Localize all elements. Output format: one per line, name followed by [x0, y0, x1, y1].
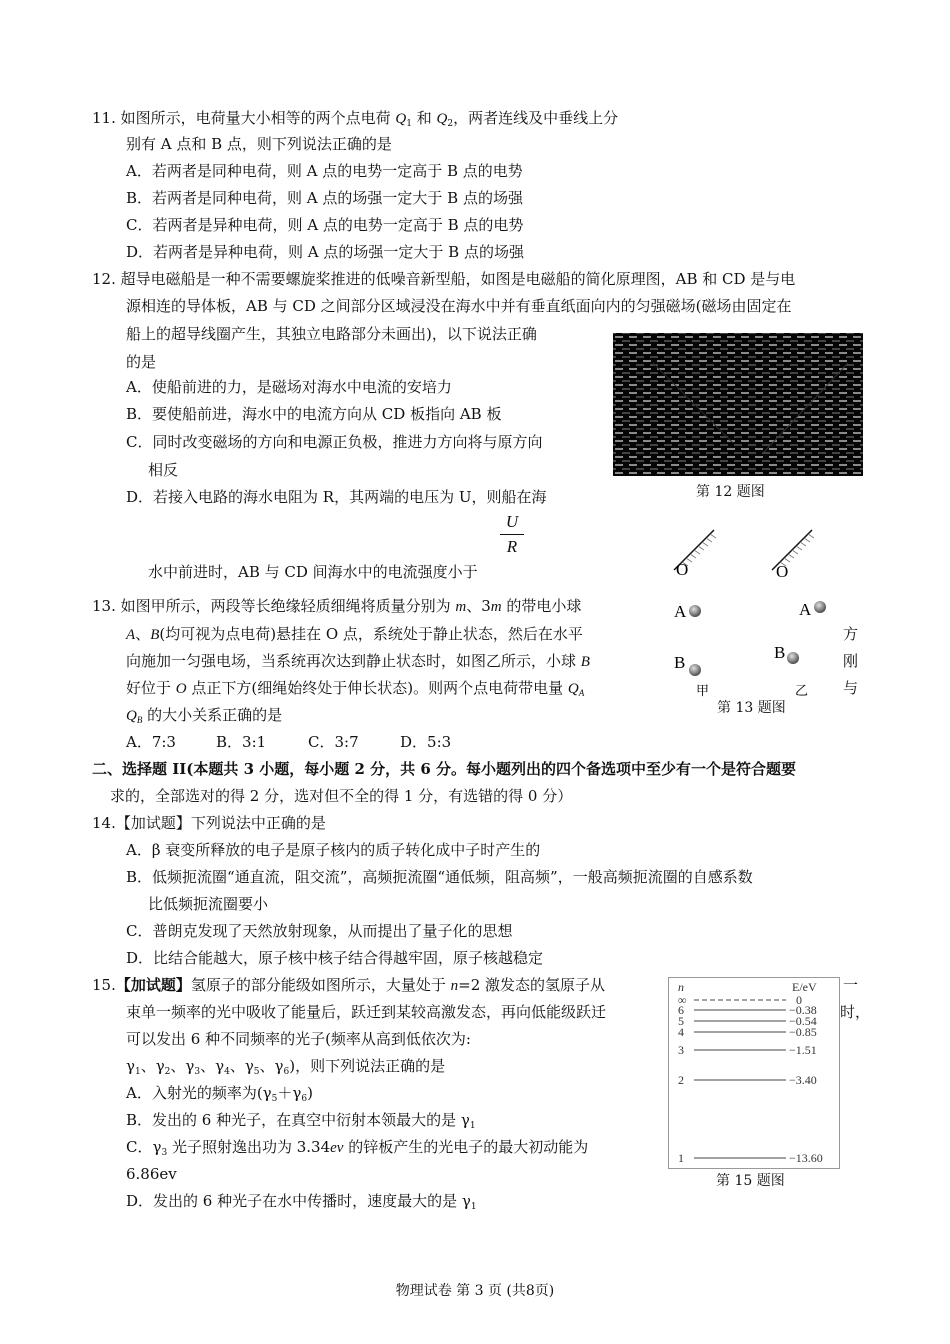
q15-stem-line1: 15.【加试题】氢原子的部分能级如图所示，大量处于 n=2 激发态的氢原子从 [92, 976, 606, 994]
fraction-numerator: U [505, 512, 519, 531]
page-footer: 物理试卷 第 3 页 (共8页) [395, 1283, 555, 1299]
q15-stem-line2-tail: 时， [840, 1003, 871, 1021]
energy-level-n: 6 [678, 1003, 684, 1017]
q13-stem-line3: 向施加一匀强电场，当系统再次达到静止状态时，如图乙所示，小球 B [126, 652, 590, 670]
q12-fraction [500, 512, 524, 557]
energy-level-n: 1 [678, 1151, 684, 1165]
label-o-yi: O [776, 562, 789, 581]
section2-heading-line1: 二、选择题 II(本题共 3 小题，每小题 2 分，共 6 分。每小题列出的四个备选项中至少有一个是符合题要 [92, 760, 797, 778]
q12-option-b: B．要使船前进，海水中的电流方向从 CD 板指向 AB 板 [126, 405, 502, 423]
q13-figure-caption: 第 13 题图 [717, 700, 786, 716]
q11-option-d: D．若两者是异种电荷，则 A 点的场强一定大于 B 点的场强 [126, 243, 524, 261]
fraction-bar [500, 534, 524, 535]
ball-b-jia [689, 664, 701, 676]
energy-level-n: 5 [678, 1014, 684, 1028]
q13-stem-line4-tail: 与 [843, 679, 859, 697]
q15-energy-level-diagram [668, 977, 840, 1169]
q14-option-b-line1: B．低频扼流圈“通直流，阻交流”，高频扼流圈“通低频，阻高频”，一般高频扼流圈的自感系数 [126, 868, 753, 886]
q13-stem-line2: A、B(均可视为点电荷)悬挂在 O 点，系统处于静止状态，然后在水平 [126, 625, 583, 643]
q12-option-d-line2: 水中前进时，AB 与 CD 间海水中的电流强度小于 [148, 563, 478, 581]
label-b-jia: B [674, 653, 686, 672]
q12-option-c-line2: 相反 [148, 461, 179, 479]
label-yi: 乙 [795, 684, 809, 699]
q14-option-b-line2: 比低频扼流圈要小 [148, 895, 269, 913]
q15-figure-caption: 第 15 题图 [716, 1173, 785, 1189]
q11-stem-line2: 别有 A 点和 B 点，则下列说法正确的是 [126, 135, 392, 153]
q15-option-d: D．发出的 6 种光子在水中传播时，速度最大的是 $\gamma_1$ [126, 1192, 477, 1212]
diagram-n-label: n [678, 980, 684, 994]
q13-option-c: C．3:7 [308, 733, 359, 751]
energy-level-value: 0 [796, 993, 802, 1007]
label-a-yi: A [799, 600, 812, 619]
q12-stem-line4: 的是 [126, 353, 157, 371]
label-a-jia: A [674, 602, 687, 621]
label-o-jia: O [676, 560, 689, 579]
energy-level-n: ∞ [678, 993, 687, 1007]
diagram-e-label: E/eV [792, 980, 817, 994]
q14-option-a: A．β 衰变所释放的电子是原子核内的质子转化成中子时产生的 [126, 841, 541, 859]
q11-stem-line1: 11. 如图所示，电荷量大小相等的两个点电荷 $Q_1$ 和 $Q_2$，两者连线及中垂线上分 [92, 109, 619, 129]
q15-option-c-line1: C．$\gamma_3$ 光子照射逸出功为 3.34ev 的锌板产生的光电子的最大初动能为 [126, 1138, 589, 1158]
q15-stem-line4: $\gamma_1$、$\gamma_2$、$\gamma_3$、$\gamma_4$、$\gamma_5$、$\gamma_6$)，则下列说法正确的是 [126, 1057, 446, 1077]
q13-stem-line5: $Q_B$ 的大小关系正确的是 [126, 706, 283, 725]
energy-level-value: −0.38 [789, 1003, 817, 1017]
q12-option-d-line1: D．若接入电路的海水电阻为 R，其两端的电压为 U，则船在海 [126, 488, 547, 506]
label-b-yi: B [774, 643, 786, 662]
section2-heading-line2: 求的，全部选对的得 2 分，选对但不全的得 1 分，有选错的得 0 分） [110, 787, 573, 805]
q15-stem-line3: 可以发出 6 种不同频率的光子(频率从高到低依次为: [126, 1030, 471, 1048]
energy-level-n: 2 [678, 1073, 684, 1087]
q12-option-c-line1: C．同时改变磁场的方向和电源正负极，推进力方向将与原方向 [126, 433, 543, 451]
q13-figure [662, 525, 842, 725]
energy-level-value: −3.40 [789, 1073, 817, 1087]
ball-a-yi [814, 601, 826, 613]
q13-option-b: B．3:1 [216, 733, 267, 751]
q14-option-d: D．比结合能越大，原子核中核子结合得越牢固，原子核越稳定 [126, 949, 544, 967]
q12-stem-line2: 源相连的导体板，AB 与 CD 之间部分区域浸没在海水中并有垂直纸面向内的匀强磁场(磁场由固定在 [126, 297, 792, 315]
energy-level-n: 4 [678, 1025, 684, 1039]
energy-level-value: −13.60 [789, 1151, 823, 1165]
q14-option-c: C．普朗克发现了天然放射现象，从而提出了量子化的思想 [126, 922, 513, 940]
ball-b-yi [787, 652, 799, 664]
q14-stem: 14.【加试题】下列说法中正确的是 [92, 814, 326, 832]
q13-stem-line1: 13. 如图甲所示，两段等长绝缘轻质细绳将质量分别为 m、3m 的带电小球 [92, 597, 582, 615]
q15-option-c-line2: 6.86ev [126, 1165, 177, 1183]
q12-option-a: A．使船前进的力，是磁场对海水中电流的安培力 [126, 378, 452, 396]
q11-option-b: B．若两者是同种电荷，则 A 点的场强一定大于 B 点的场强 [126, 189, 523, 207]
q13-option-a: A．7:3 [126, 733, 176, 751]
energy-level-value: −0.85 [789, 1025, 817, 1039]
q15-option-a: A．入射光的频率为$(\gamma_5+\gamma_6)$ [126, 1084, 313, 1104]
q12-figure-image [613, 333, 863, 476]
q13-stem-line3-tail: 刚 [843, 652, 859, 670]
q15-stem-line1-tail: 一 [843, 976, 859, 994]
q15-option-b: B．发出的 6 种光子，在真空中衍射本领最大的是 $\gamma_1$ [126, 1111, 476, 1131]
q13-stem-line4: 好位于 O 点正下方(细绳始终处于伸长状态)。则两个点电荷带电量 $Q_A$ [126, 679, 585, 698]
q15-stem-line2: 束单一频率的光中吸收了能量后，跃迁到某较高激发态，再向低能级跃迁 [126, 1003, 607, 1021]
fraction-denominator: R [506, 537, 518, 556]
energy-level-value: −0.54 [789, 1014, 817, 1028]
label-jia: 甲 [696, 684, 710, 699]
q12-stem-line3: 船上的超导线圈产生，其独立电路部分未画出)，以下说法正确 [126, 325, 537, 343]
q12-stem-line1: 12. 超导电磁船是一种不需要螺旋桨推进的低噪音新型船，如图是电磁船的简化原理图，AB 和 CD 是与电 [92, 270, 796, 288]
energy-level-n: 3 [678, 1043, 684, 1057]
q13-stem-line2-tail: 方 [843, 625, 859, 643]
q11-option-a: A．若两者是同种电荷，则 A 点的电势一定高于 B 点的电势 [126, 162, 523, 180]
q11-option-c: C．若两者是异种电荷，则 A 点的电势一定高于 B 点的电势 [126, 216, 524, 234]
q12-figure-caption: 第 12 题图 [696, 484, 765, 500]
energy-level-value: −1.51 [789, 1043, 817, 1057]
q13-option-d: D．5:3 [400, 733, 452, 751]
ball-a-jia [689, 605, 701, 617]
